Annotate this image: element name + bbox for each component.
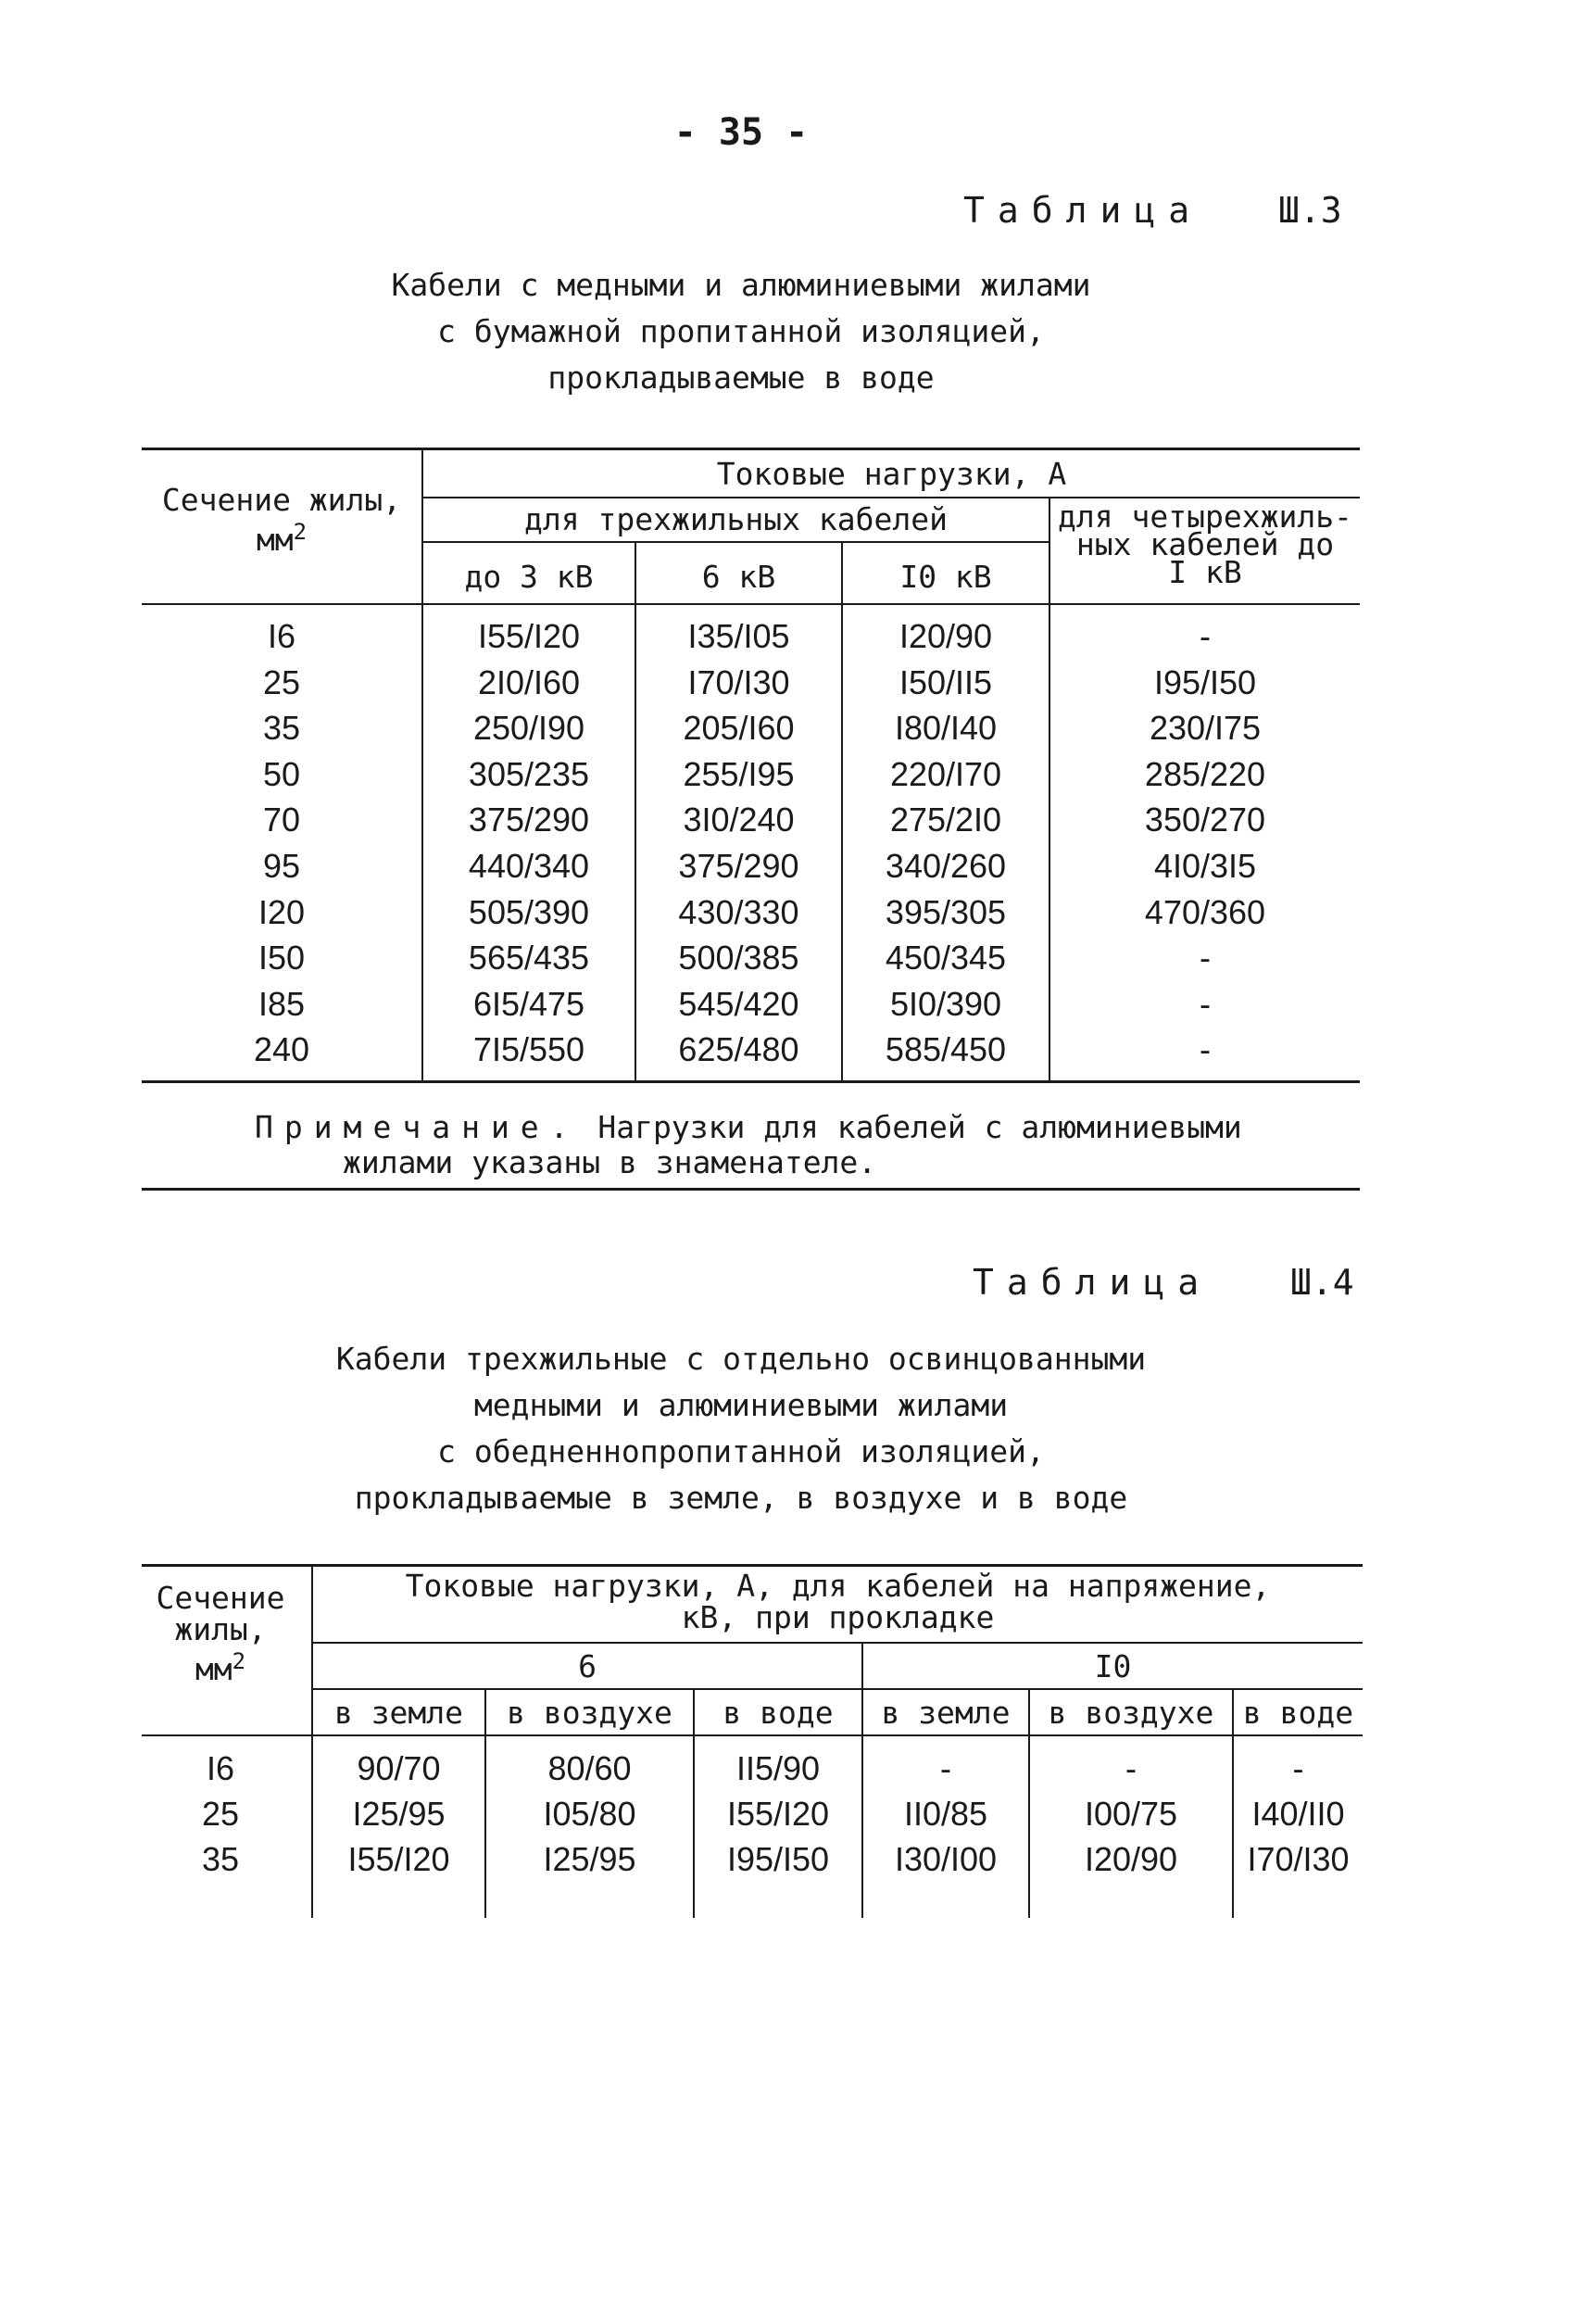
group-line: кВ, при прокладке (681, 1599, 995, 1635)
table3-header-unit: мм (256, 522, 294, 558)
table3-cell: I95/I50 (1153, 662, 1257, 701)
table4-cell: I40/II0 (1251, 1795, 1345, 1833)
table3-cell: 285/220 (1144, 754, 1266, 793)
group-line: Токовые нагрузки, А, для кабелей на напряжение, (405, 1568, 1271, 1604)
table3-cell: 275/2I0 (889, 801, 1002, 839)
table3-header-section: Сечение жилы, (161, 482, 402, 518)
section-line: Сечение (156, 1580, 285, 1616)
table4-header-rule (313, 1688, 1363, 1690)
table3-cell: 3I0/240 (683, 801, 795, 839)
table4-caption-line: медными и алюминиевыми жилами (473, 1387, 1009, 1423)
table4-cell: I25/95 (352, 1795, 446, 1833)
table4-cell: I20/90 (1084, 1840, 1178, 1878)
table4-row-section: 35 (201, 1840, 240, 1878)
table4-cell: - (940, 1749, 951, 1787)
table3-caption-line: прокладываемые в воде (547, 359, 935, 396)
table3-row-section: 50 (262, 754, 301, 793)
table3-header-col: 6 кВ (701, 559, 776, 595)
table4-header-col: в воздухе (507, 1695, 672, 1731)
four-core-line: I кВ (1168, 554, 1242, 590)
section-unit-text: мм (195, 1651, 232, 1687)
table4-cell: I95/I50 (726, 1840, 830, 1878)
table4-cell: I55/I20 (726, 1795, 830, 1833)
table4-cell: I30/I00 (894, 1840, 998, 1878)
table3-header-group: Токовые нагрузки, А (716, 456, 1067, 492)
table3-cell: - (1200, 617, 1211, 655)
table3-cell: 440/340 (468, 847, 590, 885)
table3-cell: 375/290 (678, 847, 799, 885)
table3-row-section: 70 (262, 801, 301, 839)
table3-cell: I80/I40 (894, 709, 998, 748)
table3-row-section: 240 (253, 1030, 310, 1069)
table3-cell: 470/360 (1144, 892, 1266, 931)
table3-cell: 7I5/550 (472, 1030, 585, 1069)
table3-cell: 250/I90 (472, 709, 585, 748)
table4-label: Таблица (973, 1262, 1213, 1303)
table4-cell: I70/I30 (1247, 1840, 1350, 1878)
table3-header-unit-sup: 2 (293, 519, 308, 545)
table4-header-voltage: 6 (578, 1648, 597, 1684)
table3-cell: 5I0/390 (889, 984, 1002, 1023)
table4-header-bottom-rule (142, 1734, 1363, 1736)
section-unit-sup: 2 (232, 1648, 246, 1674)
table4-caption-line: с обедненнопропитанной изоляцией, (437, 1433, 1045, 1469)
table3-cell: 4I0/3I5 (1153, 847, 1257, 885)
table3-cell: 205/I60 (683, 709, 795, 748)
table3-cell: - (1200, 939, 1211, 977)
table3-cell: I35/I05 (687, 617, 790, 655)
table3-header-col: до 3 кВ (464, 559, 594, 595)
table4-header-col: в земле (333, 1695, 464, 1731)
table4-header-col: в воде (723, 1695, 834, 1731)
table3-cell: I55/I20 (477, 617, 581, 655)
table3-cell: 255/I95 (683, 754, 795, 793)
table4-cell: I05/80 (543, 1795, 636, 1833)
table3-caption-line: с бумажной пропитанной изоляцией, (437, 313, 1045, 349)
four-core-line: для четырехжиль- (1058, 498, 1352, 535)
table3-cell: 500/385 (678, 939, 799, 977)
table4-cell: 80/60 (547, 1749, 632, 1787)
table4-header-section (130, 1580, 311, 1687)
table3-cell: 6I5/475 (472, 984, 585, 1023)
table3-label: Таблица (963, 190, 1203, 231)
section-line: жилы, (174, 1611, 267, 1647)
table4-cell: I25/95 (543, 1840, 636, 1878)
table3-cell: 220/I70 (889, 754, 1002, 793)
note-text: Нагрузки для кабелей с алюминиевыми (597, 1109, 1242, 1145)
table4-cell: I55/I20 (347, 1840, 450, 1878)
table3-row-section: I50 (258, 939, 306, 977)
table3-cell: 340/260 (885, 847, 1007, 885)
table3-row-section: 35 (262, 709, 301, 748)
table4-header-col: в воде (1242, 1695, 1354, 1731)
table4-cell: I00/75 (1084, 1795, 1178, 1833)
table4-cell: II0/85 (903, 1795, 988, 1833)
table4-header-group (313, 1570, 1363, 1633)
table3-cell: I50/II5 (899, 662, 993, 701)
table3-number: Ш.3 (1278, 190, 1342, 231)
table4-cell: II5/90 (735, 1749, 821, 1787)
table3-caption-line: Кабели с медными и алюминиевыми жилами (391, 267, 1091, 303)
table4-row-section: I6 (206, 1749, 235, 1787)
table4-number: Ш.4 (1290, 1262, 1354, 1303)
table3-cell: 430/330 (678, 892, 799, 931)
table3-cell: 375/290 (468, 801, 590, 839)
table3-header-three-core: для трехжильных кабелей (524, 501, 948, 537)
table4-cell: - (1292, 1749, 1304, 1787)
table4-row-section: 25 (201, 1795, 240, 1833)
table3-cell: 625/480 (678, 1030, 799, 1069)
table3-row-section: 95 (262, 847, 301, 885)
four-core-line: ных кабелей до (1075, 526, 1335, 562)
page-number: - 35 - (673, 111, 809, 154)
table3-row-section: I20 (258, 892, 306, 931)
table3-header-col: I0 кВ (899, 559, 992, 595)
table4-cell: 90/70 (357, 1749, 441, 1787)
table4-caption-line: прокладываемые в земле, в воздухе и в воде (354, 1480, 1128, 1516)
table3-cell: 585/450 (885, 1030, 1007, 1069)
table4-header-col: в земле (881, 1695, 1011, 1731)
table3-row-section: I85 (258, 984, 306, 1023)
table3-cell: 230/I75 (1149, 709, 1262, 748)
table3-cell: 395/305 (885, 892, 1007, 931)
table3-cell: 545/420 (678, 984, 799, 1023)
section-unit (130, 1646, 311, 1685)
table3-cell: - (1200, 1030, 1211, 1069)
table3-cell: 350/270 (1144, 801, 1266, 839)
table3-row-section: 25 (262, 662, 301, 701)
table3-cell: 2I0/I60 (477, 662, 581, 701)
table4-cell: - (1125, 1749, 1137, 1787)
table3-cell: I70/I30 (687, 662, 790, 701)
table4-header-voltage: I0 (1094, 1648, 1132, 1684)
note-head: Примечание. (255, 1109, 580, 1145)
table3-row-section: I6 (267, 617, 296, 655)
table4-caption-line: Кабели трехжильные с отдельно освинцованными (335, 1341, 1147, 1377)
table3-cell: I20/90 (899, 617, 993, 655)
table3-note-line2: жилами указаны в знаменателе. (343, 1144, 877, 1180)
table3-cell: - (1200, 984, 1211, 1023)
table3-cell: 305/235 (468, 754, 590, 793)
table3-cell: 450/345 (885, 939, 1007, 977)
table4-header-rule (313, 1642, 1363, 1644)
table4-top-rule (142, 1564, 1363, 1567)
table4-header-col: в воздухе (1048, 1695, 1214, 1731)
table3-cell: 505/390 (468, 892, 590, 931)
table3-cell: 565/435 (468, 939, 590, 977)
